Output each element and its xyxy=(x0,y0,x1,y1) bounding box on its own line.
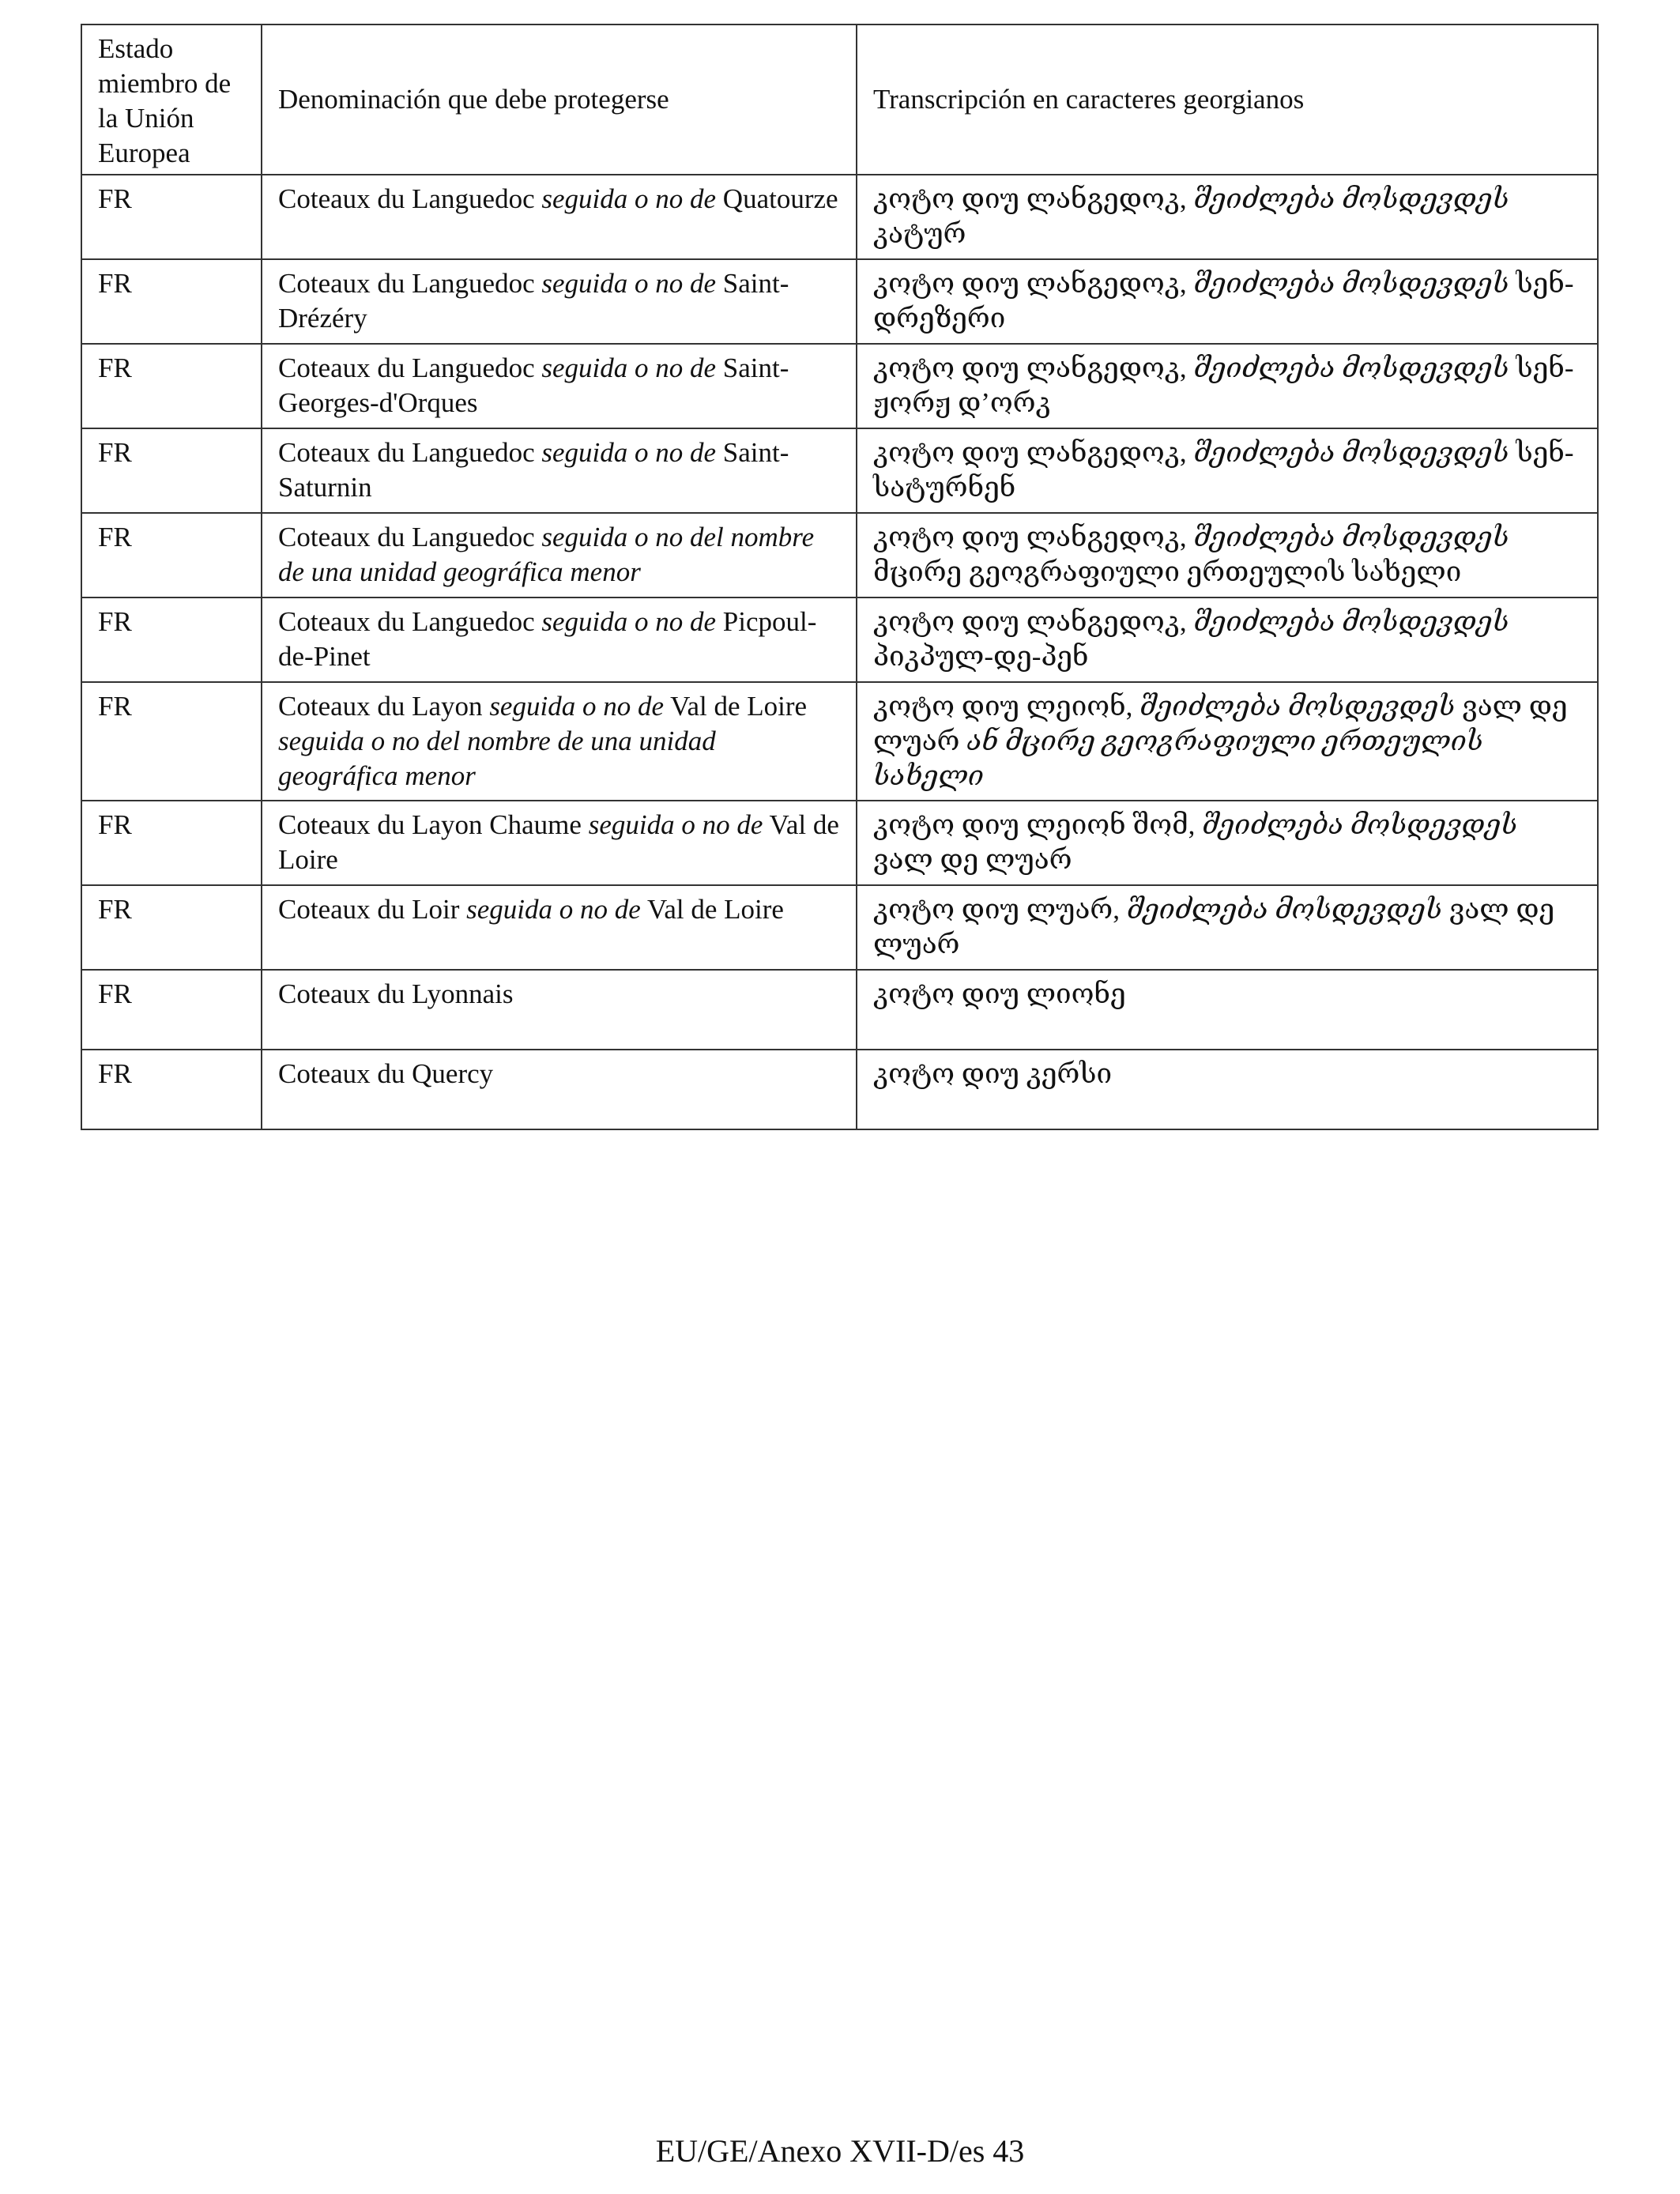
italic-run: შეიძლება მოსდევდეს xyxy=(1139,691,1456,722)
text-run: Val de Loire xyxy=(278,809,839,875)
text-run: კოტო დიუ ლანგედოკ, xyxy=(873,183,1194,214)
table-row xyxy=(81,1050,1598,1129)
transcription-cell xyxy=(857,259,1598,344)
table-row xyxy=(81,801,1598,885)
text-run: Coteaux du Quercy xyxy=(278,1058,494,1089)
text-run: კოტო დიუ ლეიონ, xyxy=(873,691,1140,722)
state-cell: FR xyxy=(81,344,262,428)
name-cell xyxy=(262,175,857,259)
transcription-cell xyxy=(857,513,1598,598)
transcription-cell xyxy=(857,801,1598,885)
transcription-cell xyxy=(857,970,1598,1050)
transcription-cell xyxy=(857,1050,1598,1129)
transcription-cell xyxy=(857,682,1598,801)
page-footer: EU/GE/Anexo XVII-D/es 43 xyxy=(655,2133,1025,2169)
text-run: სენ-ჟორჟ დ’ორკ xyxy=(873,352,1574,418)
text-run: Val de Loire xyxy=(640,894,784,925)
italic-run: შეიძლება მოსდევდეს xyxy=(1193,183,1509,214)
italic-run: seguida o no de xyxy=(466,894,641,925)
text-run: Coteaux du Loir xyxy=(278,894,467,925)
name-cell xyxy=(262,885,857,970)
text-run: კოტო დიუ ლანგედოკ, xyxy=(873,606,1194,637)
italic-run: seguida o no del nombre de una unidad geográfica menor xyxy=(278,726,716,791)
text-run: Coteaux du Lyonnais xyxy=(278,978,514,1009)
italic-run: შეიძლება მოსდევდეს xyxy=(1193,606,1509,637)
transcription-cell xyxy=(857,598,1598,682)
table-row xyxy=(81,259,1598,344)
text-run: Saint-Georges-d'Orques xyxy=(278,352,789,418)
geographical-indications-table xyxy=(81,24,1599,1130)
text-run: კოტო დიუ ლანგედოკ, xyxy=(873,437,1194,468)
name-cell xyxy=(262,682,857,801)
header-transcription: Transcripción en caracteres georgianos xyxy=(857,25,1598,175)
text-run: Coteaux du Languedoc xyxy=(278,352,542,383)
text-run: Val de Loire xyxy=(663,691,808,722)
state-cell: FR xyxy=(81,175,262,259)
transcription-cell xyxy=(857,175,1598,259)
text-run: კატურ xyxy=(873,218,966,249)
text-run: Picpoul-de-Pinet xyxy=(278,606,817,672)
italic-run: შეიძლება მოსდევდეს xyxy=(1202,809,1518,840)
text-run: Quatourze xyxy=(716,183,838,214)
state-cell: FR xyxy=(81,598,262,682)
name-cell xyxy=(262,513,857,598)
text-run: Coteaux du Languedoc xyxy=(278,183,542,214)
table-row xyxy=(81,428,1598,513)
text-run: ვალ დე ლუარ xyxy=(873,844,1072,875)
italic-run: seguida o no de xyxy=(489,691,664,722)
text-run: Coteaux du Languedoc xyxy=(278,268,542,299)
text-run: კოტო დიუ ლუარ, xyxy=(873,894,1127,925)
table-header-row xyxy=(81,25,1598,175)
table-row xyxy=(81,598,1598,682)
text-run: სენ-სატურნენ xyxy=(873,437,1574,503)
italic-run: seguida o no de xyxy=(541,606,717,637)
table-row xyxy=(81,885,1598,970)
text-run: Saint-Saturnin xyxy=(278,437,789,503)
name-cell xyxy=(262,259,857,344)
italic-run: seguida o no de xyxy=(541,183,717,214)
table-row xyxy=(81,344,1598,428)
table-row xyxy=(81,970,1598,1050)
italic-run: seguida o no de xyxy=(588,809,763,840)
text-run: კოტო დიუ ლანგედოკ, xyxy=(873,268,1194,299)
text-run: Coteaux du Languedoc xyxy=(278,606,542,637)
text-run: Saint-Drézéry xyxy=(278,268,789,334)
text-run: კოტო დიუ ლანგედოკ, xyxy=(873,352,1194,383)
transcription-cell xyxy=(857,344,1598,428)
text-run: ვალ დე ლუარ xyxy=(873,691,1568,756)
table-row xyxy=(81,513,1598,598)
state-cell: FR xyxy=(81,1050,262,1129)
text-run: Coteaux du Languedoc xyxy=(278,437,542,468)
italic-run: შეიძლება მოსდევდეს xyxy=(1193,352,1509,383)
italic-run: seguida o no del nombre de una unidad geográfica menor xyxy=(278,522,815,587)
table-row xyxy=(81,682,1598,801)
italic-run: seguida o no de xyxy=(541,352,717,383)
state-cell: FR xyxy=(81,970,262,1050)
text-run: მცირე გეოგრაფიული ერთეულის სახელი xyxy=(873,556,1462,587)
table-row xyxy=(81,175,1598,259)
text-run: პიკპულ-დე-პენ xyxy=(873,641,1089,672)
transcription-cell xyxy=(857,428,1598,513)
italic-run: ან მცირე გეოგრაფიული ერთეულის სახელი xyxy=(873,726,1484,791)
italic-run: შეიძლება მოსდევდეს xyxy=(1126,894,1443,925)
header-name: Denominación que debe protegerse xyxy=(262,25,857,175)
state-cell: FR xyxy=(81,428,262,513)
name-cell xyxy=(262,970,857,1050)
text-run: კოტო დიუ კერსი xyxy=(873,1058,1113,1089)
name-cell xyxy=(262,428,857,513)
text-run: ვალ დე ლუარ xyxy=(873,894,1555,959)
name-cell xyxy=(262,1050,857,1129)
text-run: Coteaux du Languedoc xyxy=(278,522,542,552)
italic-run: seguida o no de xyxy=(541,437,717,468)
text-run: Coteaux du Layon Chaume xyxy=(278,809,589,840)
italic-run: შეიძლება მოსდევდეს xyxy=(1193,268,1509,299)
text-run: კოტო დიუ ლეიონ შომ, xyxy=(873,809,1203,840)
state-cell: FR xyxy=(81,801,262,885)
header-state: Estado miembro de la Unión Europea xyxy=(81,25,262,175)
name-cell xyxy=(262,344,857,428)
text-run: Coteaux du Layon xyxy=(278,691,490,722)
italic-run: შეიძლება მოსდევდეს xyxy=(1193,522,1509,552)
name-cell xyxy=(262,801,857,885)
italic-run: seguida o no de xyxy=(541,268,717,299)
state-cell: FR xyxy=(81,885,262,970)
state-cell: FR xyxy=(81,682,262,801)
text-run: კოტო დიუ ლიონე xyxy=(873,978,1126,1009)
transcription-cell xyxy=(857,885,1598,970)
state-cell: FR xyxy=(81,513,262,598)
text-run: სენ-დრეზერი xyxy=(873,268,1574,334)
text-run: კოტო დიუ ლანგედოკ, xyxy=(873,522,1194,552)
name-cell xyxy=(262,598,857,682)
state-cell: FR xyxy=(81,259,262,344)
italic-run: შეიძლება მოსდევდეს xyxy=(1193,437,1509,468)
